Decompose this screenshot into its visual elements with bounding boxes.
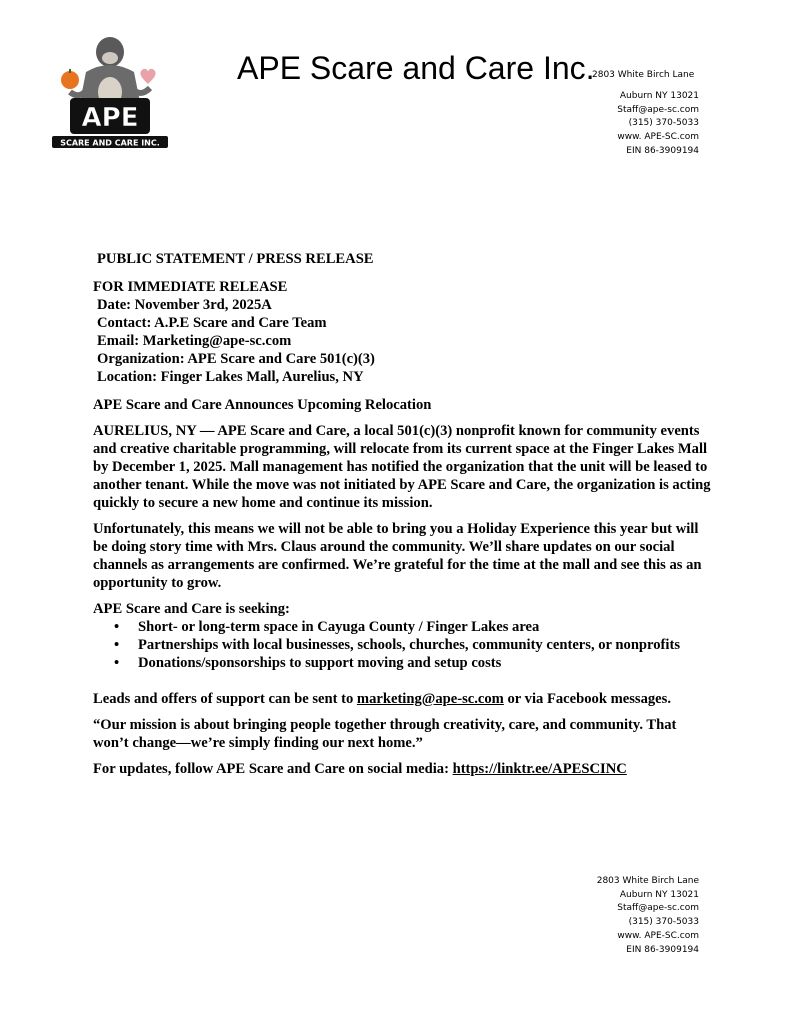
statement-label: PUBLIC STATEMENT / PRESS RELEASE xyxy=(97,251,374,267)
logo-wordmark xyxy=(52,98,168,148)
header-website[interactable]: www. APE-SC.com xyxy=(617,132,699,143)
footer-street: 2803 White Birch Lane xyxy=(596,876,699,886)
header-ein: EIN 86-3909194 xyxy=(626,145,699,156)
seeking-label: APE Scare and Care is seeking: xyxy=(93,601,290,617)
org-name: APE Scare and Care Inc. xyxy=(237,50,595,86)
meta-email: Email: Marketing@ape-sc.com xyxy=(97,333,292,349)
seeking-list xyxy=(93,618,713,672)
list-item: • Short- or long-term space in Cayuga County / Finger Lakes area xyxy=(114,619,540,635)
paragraph-holiday: Unfortunately, this means we will not be able to bring you a Holiday Experience this year but will be doing story time with Mrs. Claus around the community. We’ll share updates on our social channels as arrangements are confirmed. We’re grateful for the time at the mall and see this as an opportunity to grow. xyxy=(93,521,702,591)
meta-date: Date: November 3rd, 2025A xyxy=(97,297,272,313)
paragraph-relocation: AURELIUS, NY — APE Scare and Care, a local 501(c)(3) nonprofit known for community events and creative charitable programming, will relocate from its current space at the Finger Lakes Mall by December 1, 2025. Mall management has notified the organization that the unit will be leased to another tenant. While the move was not initiated by APE Scare and Care, the organization is acting quickly to secure a new home and continue its mission. xyxy=(93,423,711,511)
paragraph-updates: For updates, follow APE Scare and Care on social media: https://linktr.ee/APESCINC xyxy=(93,761,627,777)
header-email[interactable]: Staff@ape-sc.com xyxy=(617,104,699,115)
release-meta xyxy=(93,278,713,386)
footer-city: Auburn NY 13021 xyxy=(619,889,699,900)
footer-email[interactable]: Staff@ape-sc.com xyxy=(617,903,699,914)
list-item: • Partnerships with local businesses, schools, churches, community centers, or nonprofits xyxy=(114,637,681,653)
svg-text:APE: APE xyxy=(81,103,139,133)
header-phone: (315) 370-5033 xyxy=(628,118,699,129)
meta-contact: Contact: A.P.E Scare and Care Team xyxy=(97,315,327,331)
paragraph-leads: Leads and offers of support can be sent to marketing@ape-sc.com or via Facebook messages. xyxy=(93,691,671,707)
header-address-street: 2803 White Birch Lane xyxy=(592,70,695,80)
header-contact-block xyxy=(617,90,699,159)
headline: APE Scare and Care Announces Upcoming Relocation xyxy=(93,397,432,413)
linktree-link[interactable]: https://linktr.ee/APESCINC xyxy=(452,761,627,777)
bullet-icon: • xyxy=(114,655,120,671)
marketing-email-link[interactable]: marketing@ape-sc.com xyxy=(356,691,504,707)
footer-contact-block xyxy=(597,875,699,957)
meta-organization: Organization: APE Scare and Care 501(c)(3) xyxy=(97,351,375,367)
meta-location: Location: Finger Lakes Mall, Aurelius, NY xyxy=(97,369,364,385)
list-item: • Donations/sponsorships to support moving and setup costs xyxy=(114,655,502,671)
footer-website[interactable]: www. APE-SC.com xyxy=(617,930,699,941)
svg-text:SCARE AND CARE INC.: SCARE AND CARE INC. xyxy=(60,138,160,148)
pumpkin-icon xyxy=(61,69,79,89)
release-label: FOR IMMEDIATE RELEASE xyxy=(93,279,288,295)
bullet-icon: • xyxy=(114,619,120,635)
footer-ein: EIN 86-3909194 xyxy=(626,944,699,955)
mission-quote: “Our mission is about bringing people together through creativity, care, and community. That won’t change—we’re simply finding our next home.” xyxy=(93,717,677,751)
bullet-icon: • xyxy=(114,637,120,653)
ape-logo xyxy=(48,22,172,152)
footer-phone: (315) 370-5033 xyxy=(628,917,699,928)
press-release-body xyxy=(93,250,713,778)
heart-icon xyxy=(140,69,155,84)
header-city: Auburn NY 13021 xyxy=(619,91,699,101)
